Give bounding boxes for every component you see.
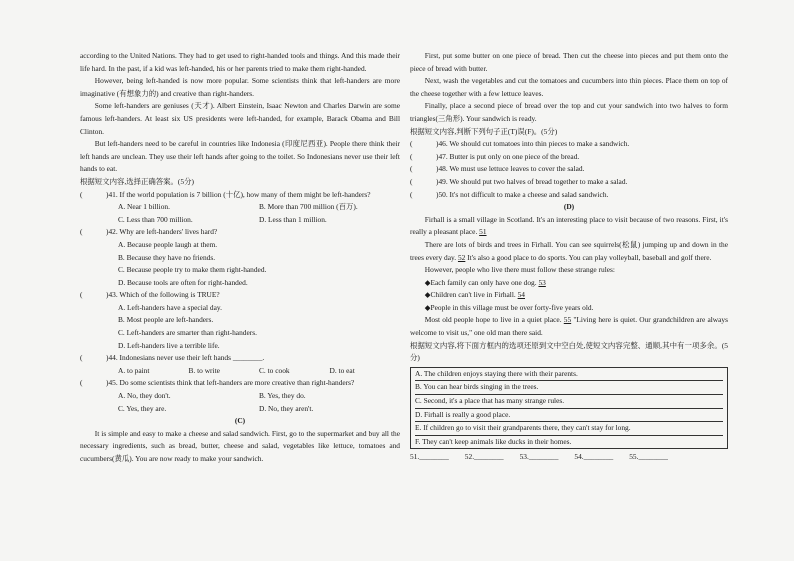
blank-53: 53 xyxy=(538,277,546,287)
question-43: ( )43. Which of the following is TRUE? A. Left-handers have a special day. B. Most people are left-handers. C. Left-handers are smarter than right-handers. D. Left-handers live a terrible life. xyxy=(80,290,257,350)
rule-item: ◆People in this village must be over forty-five years old. xyxy=(424,302,594,312)
section-heading-d: (D) xyxy=(563,202,575,212)
instruction: 根据短文内容,将下面方框内的选项还原到文中空白处,使短文内容完整、通顺,其中有一项多余。(5分) xyxy=(410,340,728,363)
rule-item: ◆Each family can only have one dog. 53 xyxy=(424,277,546,287)
option-item: B. You can hear birds singing in the trees. xyxy=(415,381,723,395)
right-column xyxy=(410,50,728,464)
instruction: 根据短文内容,判断下列句子正(T)误(F)。(5分) xyxy=(410,126,558,136)
blank-54: 54 xyxy=(517,290,525,300)
tf-question-49: ( )49. We should put two halves of bread together to make a salad. xyxy=(410,176,628,186)
answer-line xyxy=(410,451,728,464)
option-item: A. The children enjoys staying there with their parents. xyxy=(415,368,723,382)
instruction: 根据短文内容,选择正确答案。(5分) xyxy=(80,176,194,186)
passage-paragraph: There are lots of birds and trees in Firhall. You can see squirrels(松鼠) jumping up and down in the trees every day. 52 It's also a good place to do sports. You can play volleyball, baseball and golf there. xyxy=(410,239,728,262)
passage-paragraph: But left-handers need to be careful in countries like Indonesia (印度尼西亚). People there think their left hands are unclean. They use their left hands after going to the toilet. So Indonesians never use their left hands to eat. xyxy=(80,139,400,174)
blank-52: 52 xyxy=(457,252,466,262)
option-item: E. If children go to visit their grandparents there, they can't stay for long. xyxy=(415,422,723,436)
blank-55: 55 xyxy=(563,315,572,325)
passage-paragraph: Firhall is a small village in Scotland. It's an interesting place to visit because of two reasons. First, it's really a pleasant place. 51 xyxy=(410,214,728,237)
left-column xyxy=(80,50,400,466)
question-42: ( )42. Why are left-handers' lives hard? A. Because people laugh at them. B. Because they have no friends. C. Because people try to make them right-handed. D. Because tools are often for right-handed. xyxy=(80,227,267,287)
blank-51: 51 xyxy=(479,227,487,237)
answer-blank-51[interactable]: 51. ________ xyxy=(410,451,449,464)
passage-paragraph: First, put some butter on one piece of bread. Then cut the cheese into pieces and put them onto the piece of bread with butter. xyxy=(410,51,728,73)
question-44: ( )44. Indonesians never use their left hands ________. A. to paint B. to write C. to cook D. to eat xyxy=(80,353,355,375)
passage-paragraph: Some left-handers are geniuses (天才). Albert Einstein, Isaac Newton and Charles Darwin are some famous left-handers. At least six US presidents were left-handed, for example, Barack Obama and Bill Clinton. xyxy=(80,101,400,136)
passage-paragraph: However, being left-handed is now more popular. Some scientists think that left-handers are more imaginative (有想象力的) and creative than right-handers. xyxy=(80,76,400,98)
section-heading-c: (C) xyxy=(234,416,246,426)
options-box xyxy=(410,367,728,450)
question-45: ( )45. Do some scientists think that left-handers are more creative than right-handers? A. No, they don't. B. Yes, they do. C. Yes, they are. D. No, they aren't. xyxy=(80,378,355,413)
question-41: ( )41. If the world population is 7 billion (十亿), how many of them might be left-handers? A. Near 1 billion. B. More than 700 million (百万). C. Less than 700 million. D. Less than 1 million. xyxy=(80,189,371,224)
answer-blank-54[interactable]: 54. ________ xyxy=(574,451,613,464)
answer-blank-55[interactable]: 55. ________ xyxy=(629,451,668,464)
option-item: C. Second, it's a place that has many strange rules. xyxy=(415,395,723,409)
tf-question-47: ( )47. Butter is put only on one piece of the bread. xyxy=(410,151,580,161)
passage-paragraph: Finally, place a second piece of bread over the top and cut your sandwich into two halves to form triangles(三角形). Your sandwich is ready. xyxy=(410,101,728,123)
passage-paragraph: Next, wash the vegetables and cut the tomatoes and cucumbers into thin pieces. Place them on top of the cheese together with a few lettuce leaves. xyxy=(410,76,728,98)
option-item: D. Firhall is really a good place. xyxy=(415,409,723,423)
passage-paragraph: However, people who live there must follow these strange rules: xyxy=(424,265,615,275)
passage-paragraph: Most old people hope to live in a quiet place. 55 "Living here is quiet. Our grandchildren are always welcome to visit us," one old man there said. xyxy=(410,315,729,338)
tf-question-50: ( )50. It's not difficult to make a cheese and salad sandwich. xyxy=(410,189,609,199)
rule-item: ◆Children can't live in Firhall. 54 xyxy=(424,290,525,300)
answer-blank-53[interactable]: 53. ________ xyxy=(520,451,559,464)
passage-paragraph: It is simple and easy to make a cheese and salad sandwich. First, go to the supermarket and buy all the necessary ingredients, such as bread, butter, cheese and salad, vegetables like lettuce, tomatoes and cucumbers(黄瓜). You are now ready to make your sandwich. xyxy=(80,428,400,463)
passage-paragraph: according to the United Nations. They had to get used to right-handed tools and things. And this made their life hard. In the past, if a kid was left-handed, his or her parents tried to make them right-handed. xyxy=(80,51,400,73)
tf-question-46: ( )46. We should cut tomatoes into thin pieces to make a sandwich. xyxy=(410,139,630,149)
tf-question-48: ( )48. We must use lettuce leaves to cover the salad. xyxy=(410,164,585,174)
option-item: F. They can't keep animals like ducks in their homes. xyxy=(415,436,572,446)
answer-blank-52[interactable]: 52. ________ xyxy=(465,451,504,464)
